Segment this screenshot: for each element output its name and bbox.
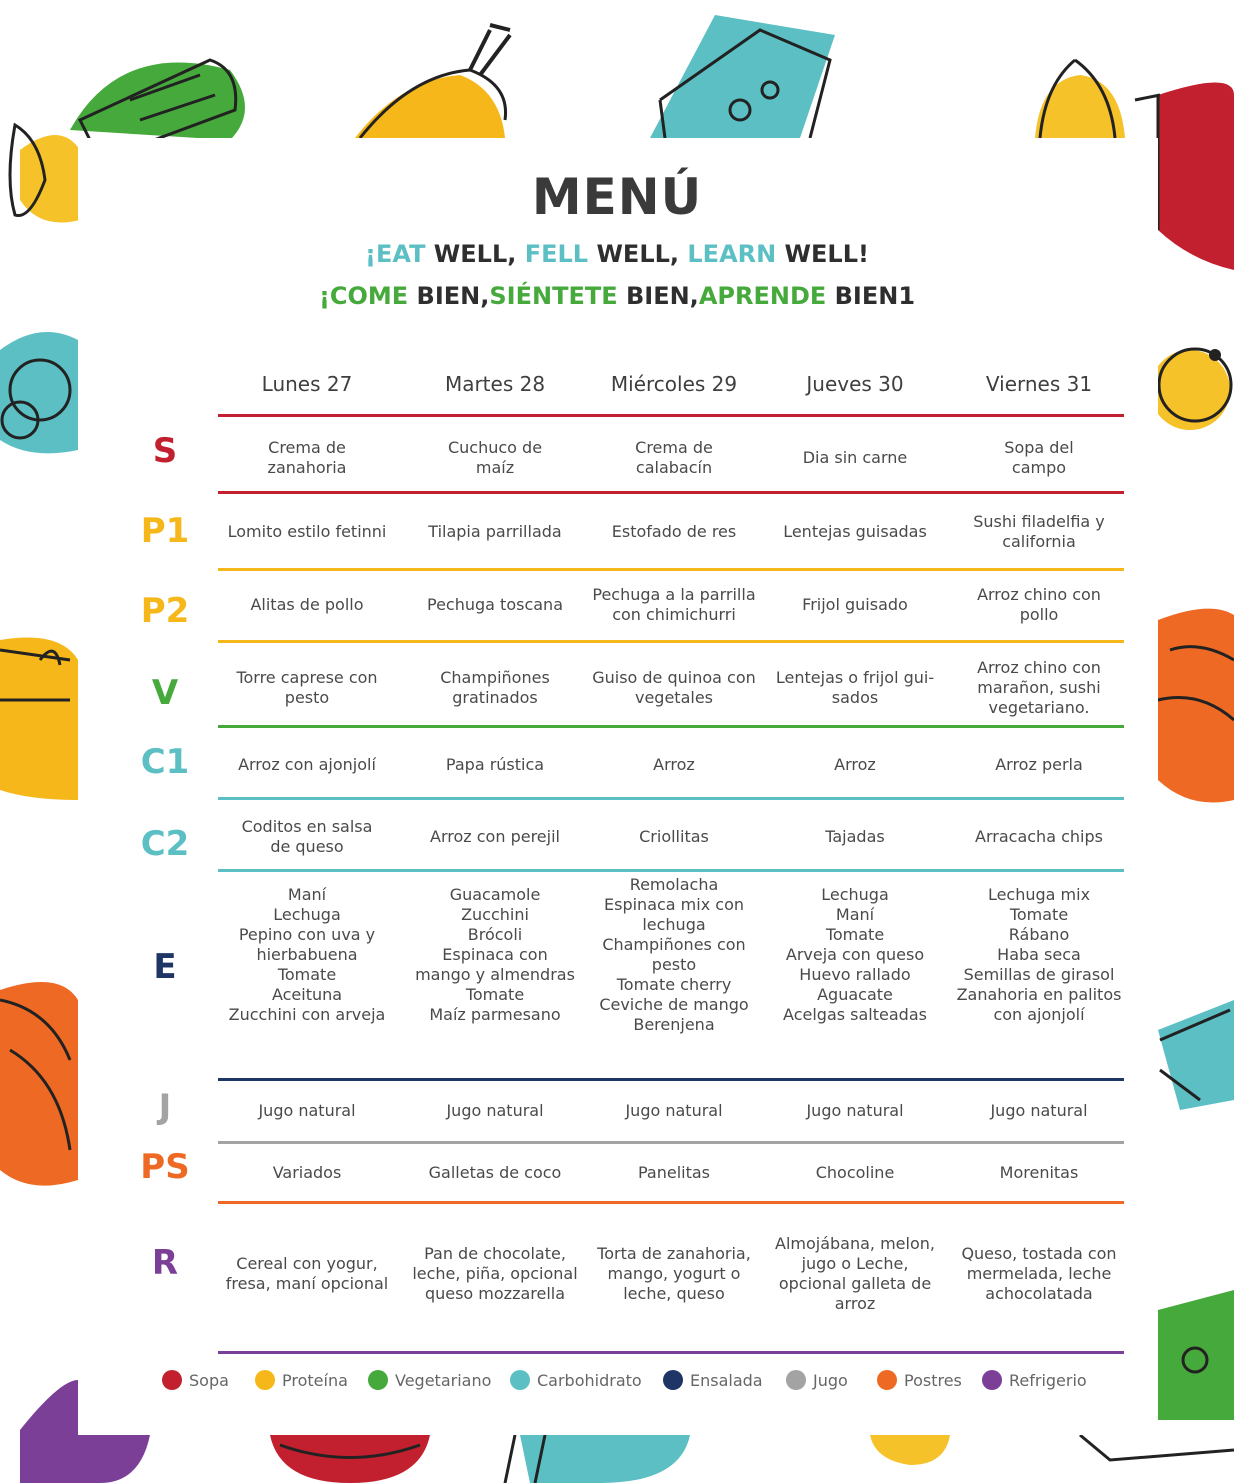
menu-cell-line: Arveja con queso — [785, 945, 925, 964]
menu-cell-line: Pepino con uva y — [238, 925, 376, 944]
menu-cell — [407, 668, 583, 708]
row-separator — [218, 1201, 1124, 1204]
menu-cell — [407, 595, 583, 615]
menu-cell — [219, 522, 395, 542]
menu-card — [78, 138, 1158, 1435]
row-label: P1 — [140, 511, 190, 551]
menu-cell — [767, 755, 943, 775]
menu-cell-line: Criollitas — [639, 827, 709, 846]
legend-dot — [877, 1370, 897, 1390]
subtitle-en-part-3: FELL — [524, 240, 589, 268]
menu-cell — [219, 1101, 395, 1121]
menu-cell-line: marañon, sushi — [977, 678, 1101, 697]
menu-cell-line: vegetales — [634, 688, 713, 707]
legend-label: Ensalada — [690, 1370, 763, 1390]
menu-cell — [767, 448, 943, 468]
menu-cell-line: campo — [1011, 458, 1067, 477]
menu-cell-line: Espinaca con — [442, 945, 548, 964]
menu-cell-line: Jugo natural — [625, 1101, 723, 1120]
menu-cell — [586, 522, 762, 542]
menu-cell-line: Aguacate — [817, 985, 893, 1004]
row-separator — [218, 568, 1124, 571]
menu-cell-line: Lechuga — [273, 905, 341, 924]
menu-cell — [586, 585, 762, 625]
menu-cell — [767, 522, 943, 542]
menu-cell-line: Guacamole — [449, 885, 541, 904]
subtitle-en-part-5: LEARN — [687, 240, 777, 268]
menu-cell-line: de queso — [270, 837, 344, 856]
menu-cell — [951, 438, 1127, 478]
menu-cell-line: Maní — [287, 885, 327, 904]
menu-cell-line: Alitas de pollo — [250, 595, 364, 614]
menu-cell-line: Galletas de coco — [428, 1163, 562, 1182]
yellow-pot-illustration — [0, 638, 78, 801]
menu-cell-line: Pan de chocolate, — [424, 1244, 566, 1263]
legend-label: Proteína — [282, 1370, 348, 1390]
day-header: Jueves 30 — [806, 372, 904, 396]
legend-item — [255, 1370, 348, 1390]
menu-cell — [767, 1101, 943, 1121]
menu-cell-line: Jugo natural — [990, 1101, 1088, 1120]
row-separator — [218, 414, 1124, 417]
menu-cell — [219, 1163, 395, 1183]
menu-cell-line: con chimichurri — [612, 605, 736, 624]
legend-item — [982, 1370, 1087, 1390]
menu-cell — [407, 755, 583, 775]
subtitle-es-part-6: BIEN1 — [826, 282, 916, 310]
legend-dot — [982, 1370, 1002, 1390]
menu-cell-line: Guiso de quinoa con — [592, 668, 756, 687]
legend-dot — [162, 1370, 182, 1390]
menu-cell-line: vegetariano. — [988, 698, 1090, 717]
menu-cell-line: Zanahoria en palitos — [956, 985, 1122, 1004]
menu-cell-line: Maní — [835, 905, 875, 924]
corn-illustration — [870, 1435, 950, 1465]
menu-cell-line: Champiñones con — [602, 935, 746, 954]
menu-cell-line: Espinaca mix con — [604, 895, 744, 914]
menu-cell-line: Tomate cherry — [616, 975, 732, 994]
day-header: Miércoles 29 — [610, 372, 738, 396]
menu-cell-line: achocolatada — [985, 1284, 1093, 1303]
menu-cell — [767, 1234, 943, 1314]
menu-cell-line: con ajonjolí — [993, 1005, 1085, 1024]
menu-cell-line: Remolacha — [629, 875, 719, 894]
menu-cell-line: hierbabuena — [256, 945, 358, 964]
row-label: C2 — [140, 824, 190, 864]
subtitle-english — [0, 240, 1234, 268]
menu-cell-line: Tomate — [825, 925, 885, 944]
menu-cell — [767, 827, 943, 847]
menu-cell-line: Jugo natural — [806, 1101, 904, 1120]
legend-label: Refrigerio — [1009, 1370, 1087, 1390]
legend-label: Postres — [904, 1370, 962, 1390]
menu-cell — [586, 875, 762, 1035]
menu-cell — [407, 1101, 583, 1121]
lemon-illustration — [1150, 349, 1231, 430]
menu-cell-line: california — [1002, 532, 1076, 551]
cheese-illustration-top — [650, 15, 835, 138]
row-separator — [218, 1141, 1124, 1144]
bread-illustration — [1158, 609, 1234, 803]
menu-cell — [219, 438, 395, 478]
menu-cell — [586, 755, 762, 775]
menu-cell — [219, 668, 395, 708]
subtitle-en-part-6: WELL! — [776, 240, 869, 268]
menu-cell — [767, 595, 943, 615]
menu-cell-line: Tomate — [1009, 905, 1069, 924]
row-label: P2 — [140, 591, 190, 631]
menu-cell — [407, 438, 583, 478]
menu-cell — [951, 827, 1127, 847]
menu-cell-line: Pechuga a la parrilla — [592, 585, 756, 604]
menu-cell-line: Arracacha chips — [975, 827, 1103, 846]
menu-cell — [586, 668, 762, 708]
menu-cell-line: Sopa del — [1004, 438, 1074, 457]
menu-cell-line: mango y almendras — [415, 965, 575, 984]
menu-cell — [767, 885, 943, 1025]
menu-cell — [407, 885, 583, 1025]
menu-cell-line: Rábano — [1008, 925, 1070, 944]
subtitle-es-part-2: BIEN, — [408, 282, 490, 310]
menu-cell — [219, 885, 395, 1025]
menu-cell — [586, 827, 762, 847]
page-title: MENÚ — [531, 168, 703, 226]
menu-cell-line: Ceviche de mango — [599, 995, 749, 1014]
menu-cell-line: Arroz con perejil — [430, 827, 560, 846]
menu-cell-line: Arroz con ajonjolí — [238, 755, 376, 774]
row-label: J — [158, 1087, 172, 1127]
menu-cell — [586, 1101, 762, 1121]
menu-cell — [951, 585, 1127, 625]
subtitle-spanish — [0, 282, 1234, 310]
menu-cell — [767, 1163, 943, 1183]
menu-cell-line: arroz — [834, 1294, 876, 1313]
menu-cell-line: Coditos en salsa — [241, 817, 373, 836]
menu-cell — [219, 817, 395, 857]
menu-cell-line: Maíz parmesano — [429, 1005, 561, 1024]
menu-cell-line: zanahoria — [267, 458, 347, 477]
row-label: S — [152, 431, 178, 471]
row-separator — [218, 869, 1124, 872]
menu-cell-line: Almojábana, melon, — [775, 1234, 935, 1253]
legend-dot — [255, 1370, 275, 1390]
menu-cell-line: Brócoli — [467, 925, 523, 944]
legend-dot — [786, 1370, 806, 1390]
teal-vegetable-illustration — [505, 1435, 690, 1483]
menu-cell — [951, 658, 1127, 718]
menu-cell-line: pesto — [651, 955, 697, 974]
menu-cell-line: Estofado de res — [611, 522, 737, 541]
menu-cell — [219, 595, 395, 615]
day-header: Lunes 27 — [261, 372, 353, 396]
menu-cell-line: Aceituna — [271, 985, 343, 1004]
menu-cell-line: opcional galleta de — [778, 1274, 932, 1293]
legend-dot — [510, 1370, 530, 1390]
menu-cell-line: Lechuga — [821, 885, 889, 904]
menu-cell-line: Pechuga toscana — [427, 595, 563, 614]
legend-label: Carbohidrato — [537, 1370, 642, 1390]
legend-dot — [663, 1370, 683, 1390]
menu-cell — [407, 1244, 583, 1304]
legend-label: Vegetariano — [395, 1370, 492, 1390]
menu-cell-line: lechuga — [642, 915, 706, 934]
row-separator — [218, 1351, 1124, 1354]
sweet-potato-illustration — [355, 25, 510, 138]
menu-cell-line: Dia sin carne — [802, 448, 908, 467]
menu-cell-line: Arroz chino con — [977, 658, 1101, 677]
menu-cell-line: Cereal con yogur, — [236, 1254, 378, 1273]
menu-cell-line: Arroz — [834, 755, 876, 774]
row-label: V — [151, 673, 179, 713]
menu-cell-line: Jugo natural — [446, 1101, 544, 1120]
orange-illustration — [0, 982, 78, 1186]
red-bowl-illustration — [270, 1435, 430, 1483]
menu-cell-line: Torre caprese con — [236, 668, 378, 687]
menu-cell-line: Jugo natural — [258, 1101, 356, 1120]
menu-cell — [407, 827, 583, 847]
menu-cell-line: Crema de — [268, 438, 346, 457]
legend-item — [663, 1370, 763, 1390]
menu-cell-line: Berenjena — [633, 1015, 715, 1034]
legend-label: Jugo — [813, 1370, 848, 1390]
menu-cell-line: pesto — [284, 688, 330, 707]
legend-label: Sopa — [189, 1370, 229, 1390]
row-separator — [218, 1078, 1124, 1081]
menu-cell-line: Acelgas salteadas — [783, 1005, 927, 1024]
onion-illustration-top-right — [1035, 60, 1125, 138]
menu-cell-line: Tomate — [277, 965, 337, 984]
subtitle-es-part-1: ¡COME — [318, 282, 409, 310]
menu-cell-line: Tomate — [465, 985, 525, 1004]
menu-cell-line: fresa, maní opcional — [225, 1274, 389, 1293]
menu-cell — [951, 1244, 1127, 1304]
legend-item — [162, 1370, 229, 1390]
menu-cell-line: Crema de — [635, 438, 713, 457]
day-header: Martes 28 — [444, 372, 546, 396]
menu-cell-line: Huevo rallado — [799, 965, 911, 984]
menu-cell-line: Zucchini con arveja — [228, 1005, 386, 1024]
menu-cell-line: leche, piña, opcional — [412, 1264, 578, 1283]
menu-cell-line: leche, queso — [623, 1284, 725, 1303]
subtitle-es-part-3: SIÉNTETE — [489, 282, 618, 310]
legend-item — [510, 1370, 642, 1390]
menu-cell-line: maíz — [475, 458, 515, 477]
row-label: R — [151, 1243, 179, 1283]
row-label: C1 — [140, 742, 190, 782]
legend-item — [877, 1370, 962, 1390]
subtitle-en-part-2: WELL, — [425, 240, 525, 268]
menu-cell — [586, 438, 762, 478]
subtitle-en-part-1: ¡EAT — [365, 240, 426, 268]
shaker-illustration-right — [1158, 1000, 1234, 1110]
row-label: E — [153, 947, 177, 987]
menu-cell-line: Arroz chino con — [977, 585, 1101, 604]
row-separator — [218, 640, 1124, 643]
menu-cell-line: Queso, tostada con — [961, 1244, 1117, 1263]
menu-cell-line: Tajadas — [825, 827, 885, 846]
menu-cell — [951, 755, 1127, 775]
legend-dot — [368, 1370, 388, 1390]
menu-cell-line: jugo o Leche, — [801, 1254, 909, 1273]
menu-cell-line: Lentejas o frijol gui- — [775, 668, 935, 687]
menu-cell-line: Tilapia parrillada — [428, 522, 562, 541]
menu-cell-line: gratinados — [452, 688, 538, 707]
menu-cell-line: Lechuga mix — [987, 885, 1091, 904]
menu-cell — [951, 1163, 1127, 1183]
menu-cell-line: mango, yogurt o — [607, 1264, 741, 1283]
menu-cell — [219, 755, 395, 775]
menu-cell-line: Haba seca — [997, 945, 1081, 964]
menu-cell-line: Panelitas — [637, 1163, 711, 1182]
subtitle-en-part-4: WELL, — [588, 240, 688, 268]
menu-cell-line: queso mozzarella — [424, 1284, 566, 1303]
row-separator — [218, 725, 1124, 728]
menu-cell-line: Morenitas — [999, 1163, 1079, 1182]
menu-cell — [219, 1254, 395, 1294]
subtitle-es-part-4: BIEN, — [617, 282, 699, 310]
menu-cell-line: Lentejas guisadas — [783, 522, 927, 541]
day-header: Viernes 31 — [985, 372, 1093, 396]
row-label: PS — [140, 1147, 190, 1187]
subtitle-es-part-5: APRENDE — [698, 282, 827, 310]
menu-cell — [407, 1163, 583, 1183]
menu-cell — [951, 512, 1127, 552]
menu-cell-line: Arroz perla — [995, 755, 1083, 774]
menu-cell-line: Papa rústica — [445, 755, 545, 774]
menu-cell-line: mermelada, leche — [966, 1264, 1112, 1283]
menu-cell-line: Cuchuco de — [447, 438, 543, 457]
menu-cell-line: Variados — [272, 1163, 342, 1182]
menu-cell-line: pollo — [1019, 605, 1059, 624]
legend-item — [368, 1370, 491, 1390]
menu-cell-line: Frijol guisado — [802, 595, 908, 614]
row-separator — [218, 797, 1124, 800]
menu-cell-line: Champiñones — [440, 668, 550, 687]
menu-cell-line: Zucchini — [461, 905, 529, 924]
menu-cell-line: calabacín — [635, 458, 713, 477]
menu-cell — [407, 522, 583, 542]
legend-item — [786, 1370, 848, 1390]
menu-cell-line: Semillas de girasol — [963, 965, 1115, 984]
menu-cell-line: Arroz — [653, 755, 695, 774]
menu-cell-line: sados — [831, 688, 879, 707]
broccoli-illustration — [0, 332, 78, 453]
menu-cell-line: Sushi filadelfia y — [973, 512, 1105, 531]
menu-cell-line: Chocoline — [815, 1163, 895, 1182]
menu-cell — [767, 668, 943, 708]
menu-cell — [951, 885, 1127, 1025]
menu-cell-line: Lomito estilo fetinni — [227, 522, 387, 541]
menu-cell — [586, 1163, 762, 1183]
menu-cell — [951, 1101, 1127, 1121]
row-separator — [218, 491, 1124, 494]
menu-cell — [586, 1244, 762, 1304]
menu-cell-line: Torta de zanahoria, — [597, 1244, 751, 1263]
